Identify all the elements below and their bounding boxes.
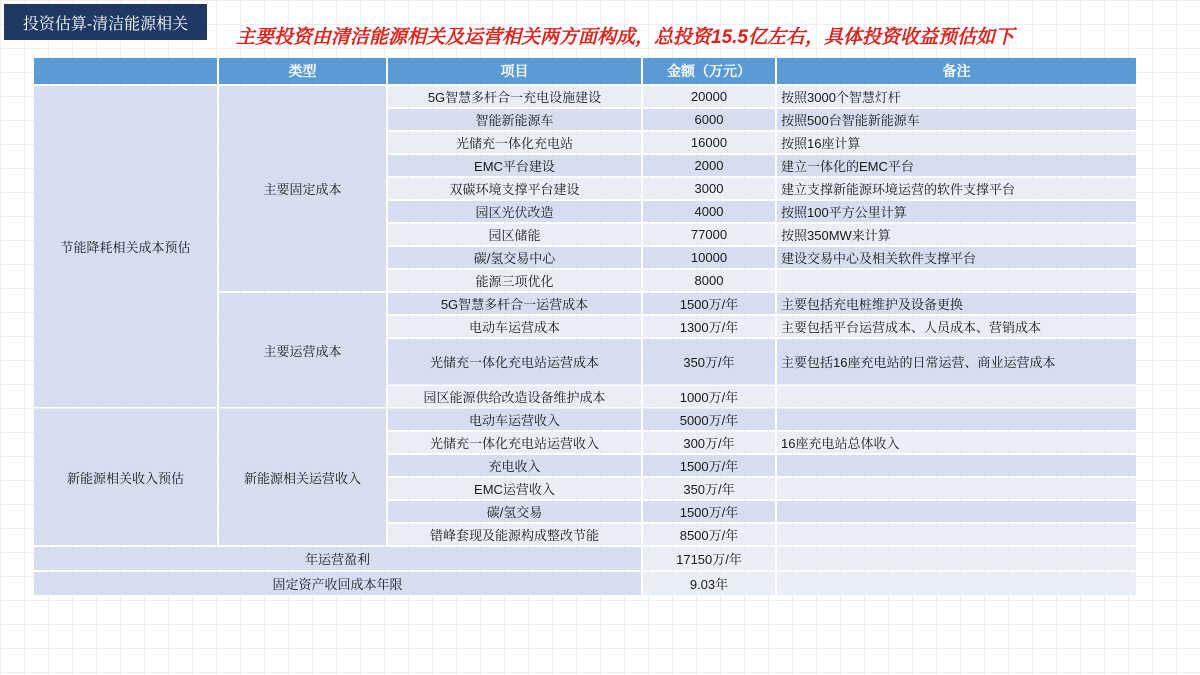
note-cell: 建立支撑新能源环境运营的软件支撑平台 — [777, 178, 1136, 199]
header-type: 类型 — [219, 58, 386, 84]
item-cell: EMC平台建设 — [388, 155, 641, 176]
note-cell: 按照100平方公里计算 — [777, 201, 1136, 222]
subgroup-label: 主要固定成本 — [219, 86, 386, 291]
summary-row — [34, 547, 1136, 570]
item-cell: 碳/氢交易 — [388, 501, 641, 522]
group-label: 节能降耗相关成本预估 — [34, 86, 217, 407]
item-cell: 光储充一体化充电站 — [388, 132, 641, 153]
amount-cell: 8500万/年 — [643, 524, 775, 545]
item-cell: EMC运营收入 — [388, 478, 641, 499]
note-cell: 按照500台智能新能源车 — [777, 109, 1136, 130]
amount-cell: 1500万/年 — [643, 455, 775, 476]
note-cell: 按照16座计算 — [777, 132, 1136, 153]
item-cell: 园区能源供给改造设备维护成本 — [388, 386, 641, 407]
header-note: 备注 — [777, 58, 1136, 84]
item-cell: 电动车运营成本 — [388, 316, 641, 337]
amount-cell: 350万/年 — [643, 478, 775, 499]
amount-cell: 5000万/年 — [643, 409, 775, 430]
note-cell — [777, 409, 1136, 430]
amount-cell: 300万/年 — [643, 432, 775, 453]
table-body — [34, 86, 1136, 595]
note-cell — [777, 455, 1136, 476]
amount-cell: 1500万/年 — [643, 501, 775, 522]
item-cell: 5G智慧多杆合一充电设施建设 — [388, 86, 641, 107]
amount-cell: 350万/年 — [643, 339, 775, 384]
summary-row — [34, 572, 1136, 595]
item-cell: 园区光伏改造 — [388, 201, 641, 222]
note-cell — [777, 270, 1136, 291]
header-item: 项目 — [388, 58, 641, 84]
summary-label: 年运营盈利 — [34, 547, 641, 570]
table-header-row — [34, 58, 1136, 84]
note-cell — [777, 478, 1136, 499]
note-cell: 主要包括充电桩维护及设备更换 — [777, 293, 1136, 314]
investment-table — [32, 56, 1138, 597]
summary-label: 固定资产收回成本年限 — [34, 572, 641, 595]
amount-cell: 4000 — [643, 201, 775, 222]
note-cell: 主要包括16座充电站的日常运营、商业运营成本 — [777, 339, 1136, 384]
subgroup-label: 新能源相关运营收入 — [219, 409, 386, 545]
table-row — [34, 409, 1136, 430]
note-cell: 16座充电站总体收入 — [777, 432, 1136, 453]
amount-cell: 1500万/年 — [643, 293, 775, 314]
table-row — [34, 86, 1136, 107]
item-cell: 双碳环境支撑平台建设 — [388, 178, 641, 199]
subgroup-label: 主要运营成本 — [219, 293, 386, 407]
note-cell — [777, 501, 1136, 522]
amount-cell: 2000 — [643, 155, 775, 176]
note-cell: 主要包括平台运营成本、人员成本、营销成本 — [777, 316, 1136, 337]
item-cell: 5G智慧多杆合一运营成本 — [388, 293, 641, 314]
amount-cell: 16000 — [643, 132, 775, 153]
note-cell: 建设交易中心及相关软件支撑平台 — [777, 247, 1136, 268]
header-blank — [34, 58, 217, 84]
amount-cell: 6000 — [643, 109, 775, 130]
header-amount: 金额（万元） — [643, 58, 775, 84]
amount-cell: 20000 — [643, 86, 775, 107]
item-cell: 错峰套现及能源构成整改节能 — [388, 524, 641, 545]
summary-amount: 17150万/年 — [643, 547, 775, 570]
amount-cell: 1300万/年 — [643, 316, 775, 337]
item-cell: 充电收入 — [388, 455, 641, 476]
amount-cell: 1000万/年 — [643, 386, 775, 407]
amount-cell: 77000 — [643, 224, 775, 245]
note-cell — [777, 524, 1136, 545]
item-cell: 能源三项优化 — [388, 270, 641, 291]
summary-amount: 9.03年 — [643, 572, 775, 595]
summary-note — [777, 572, 1136, 595]
item-cell: 光储充一体化充电站运营收入 — [388, 432, 641, 453]
item-cell: 园区储能 — [388, 224, 641, 245]
item-cell: 智能新能源车 — [388, 109, 641, 130]
headline: 主要投资由清洁能源相关及运营相关两方面构成，总投资15.5亿左右，具体投资收益预估如下 — [236, 27, 1014, 48]
group-label: 新能源相关收入预估 — [34, 409, 217, 545]
note-cell: 按照3000个智慧灯杆 — [777, 86, 1136, 107]
note-cell — [777, 386, 1136, 407]
amount-cell: 8000 — [643, 270, 775, 291]
amount-cell: 3000 — [643, 178, 775, 199]
item-cell: 光储充一体化充电站运营成本 — [388, 339, 641, 384]
summary-note — [777, 547, 1136, 570]
page-title: 投资估算-清洁能源相关 — [4, 4, 207, 40]
amount-cell: 10000 — [643, 247, 775, 268]
item-cell: 碳/氢交易中心 — [388, 247, 641, 268]
item-cell: 电动车运营收入 — [388, 409, 641, 430]
note-cell: 建立一体化的EMC平台 — [777, 155, 1136, 176]
note-cell: 按照350MW来计算 — [777, 224, 1136, 245]
